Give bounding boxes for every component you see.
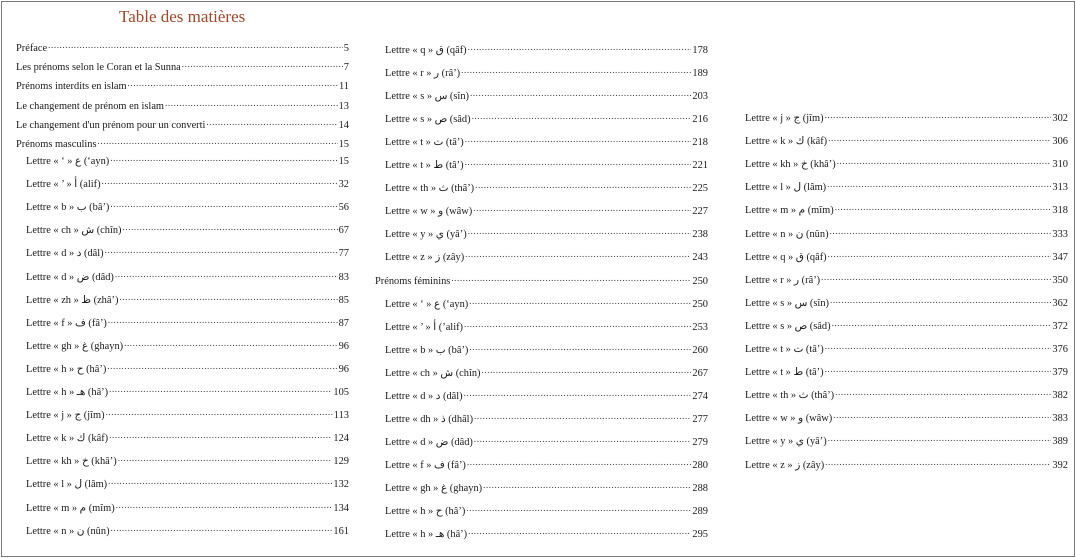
- dot-leader: [832, 319, 1052, 329]
- toc-entry-letter[interactable]: [375, 504, 708, 518]
- toc-entry-section[interactable]: [375, 274, 708, 288]
- toc-entry-page-number: 105: [333, 387, 349, 398]
- dot-leader: [102, 177, 338, 187]
- toc-entry-label: Lettre « j » ج (jîm): [745, 113, 824, 124]
- toc-entry-page-number: 56: [338, 202, 349, 214]
- toc-entry-label: Lettre « r » ر (râ’): [745, 274, 821, 286]
- dot-leader: [825, 365, 1052, 375]
- toc-entry-label: Prénoms féminins: [375, 275, 451, 287]
- toc-entry-page-number: 383: [1052, 413, 1068, 425]
- toc-entry-letter[interactable]: [16, 293, 349, 307]
- toc-entry-letter[interactable]: [375, 389, 708, 403]
- dot-leader: [474, 435, 692, 445]
- toc-entry-letter[interactable]: [16, 408, 349, 422]
- toc-entry-page-number: 267: [692, 367, 708, 379]
- toc-entry-section[interactable]: [16, 137, 349, 151]
- toc-entry-letter[interactable]: [375, 204, 708, 218]
- dot-leader: [461, 66, 691, 76]
- toc-entry-page-number: 238: [692, 229, 708, 241]
- dot-leader: [825, 458, 1051, 468]
- dot-leader: [111, 524, 333, 534]
- toc-entry-page-number: 333: [1052, 228, 1068, 240]
- dot-leader: [464, 389, 692, 399]
- toc-entry-letter[interactable]: [16, 431, 349, 445]
- toc-entry-letter[interactable]: [375, 297, 708, 311]
- toc-entry-letter[interactable]: [375, 158, 708, 172]
- toc-entry-page-number: 318: [1052, 205, 1068, 217]
- toc-entry-letter[interactable]: [16, 223, 349, 237]
- toc-entry-page-number: 289: [692, 506, 708, 517]
- toc-entry-letter[interactable]: [735, 411, 1068, 425]
- toc-entry-label: Lettre « l » ل (lâm): [745, 182, 827, 194]
- toc-entry-label: Lettre « h » ح (hâ’): [26, 363, 107, 375]
- dot-leader: [119, 293, 337, 303]
- toc-entry-label: Préface: [16, 43, 48, 54]
- toc-entry-letter[interactable]: [16, 501, 349, 515]
- toc-entry-page-number: 113: [333, 410, 349, 422]
- toc-entry-label: Lettre « j » ج (jîm): [26, 410, 105, 422]
- dot-leader: [110, 200, 337, 210]
- toc-entry-label: Lettre « th » ث (thâ’): [745, 390, 835, 402]
- dot-leader: [830, 227, 1052, 237]
- toc-entry-label: Lettre « y » ي (yâ’): [745, 436, 827, 448]
- toc-entry-letter[interactable]: [375, 112, 708, 126]
- toc-entry-label: Lettre « b » ب (bâ’): [26, 202, 110, 214]
- dot-leader: [468, 527, 691, 537]
- dot-leader: [451, 274, 691, 284]
- dot-leader: [482, 366, 692, 376]
- dot-leader: [837, 157, 1052, 167]
- dot-leader: [109, 431, 332, 441]
- toc-entry-page-number: 225: [692, 183, 708, 195]
- toc-entry-letter[interactable]: [735, 342, 1068, 356]
- toc-entry-label: Lettre « t » ط (tâ’): [385, 160, 464, 172]
- toc-entry-label: Lettre « zh » ظ (zhâ’): [26, 294, 119, 306]
- toc-entry-letter[interactable]: [375, 366, 708, 380]
- dot-leader: [472, 112, 692, 122]
- toc-entry-label: Lettre « ’ » أ (alif): [26, 179, 101, 191]
- toc-entry-label: Lettre « b » ب (bâ’): [385, 344, 469, 356]
- toc-entry-label: Prénoms interdits en islam: [16, 81, 127, 93]
- dot-leader: [182, 60, 343, 70]
- toc-entry-label: Lettre « y » ي (yâ’): [385, 229, 467, 241]
- dot-leader: [469, 343, 691, 353]
- toc-entry-label: Lettre « d » ض (dâd): [26, 271, 114, 283]
- toc-entry-label: Lettre « m » م (mîm): [26, 502, 115, 514]
- dot-leader: [107, 362, 337, 372]
- toc-entry-page-number: 392: [1052, 459, 1068, 471]
- toc-entry-letter[interactable]: [375, 227, 708, 241]
- toc-entry-letter[interactable]: [375, 181, 708, 195]
- toc-entry-letter[interactable]: [375, 135, 708, 149]
- toc-entry-page-number: 313: [1052, 182, 1068, 194]
- toc-entry-letter[interactable]: [375, 250, 708, 264]
- dot-leader: [821, 273, 1051, 283]
- toc-entry-page-number: 218: [692, 137, 708, 149]
- toc-entry-letter[interactable]: [375, 343, 708, 357]
- dot-leader: [825, 111, 1052, 121]
- dot-leader: [468, 43, 692, 53]
- toc-entry-page-number: 32: [338, 179, 349, 191]
- dot-leader: [473, 204, 691, 214]
- dot-leader: [828, 134, 1051, 144]
- dot-leader: [98, 137, 338, 147]
- toc-entry-page-number: 253: [692, 321, 708, 333]
- toc-entry-letter[interactable]: [735, 365, 1068, 379]
- toc-entry-letter[interactable]: [16, 246, 349, 260]
- toc-entry-page-number: 203: [692, 91, 708, 103]
- dot-leader: [830, 296, 1051, 306]
- toc-entry-page-number: 5: [343, 43, 349, 54]
- toc-entry-label: Lettre « n » ن (nûn): [26, 525, 110, 537]
- toc-entry-letter[interactable]: [16, 477, 349, 491]
- toc-entry-label: Lettre « t » ط (tâ’): [745, 367, 824, 379]
- dot-leader: [828, 250, 1052, 260]
- dot-leader: [110, 154, 337, 164]
- toc-entry-label: Lettre « s » ص (sâd): [385, 114, 471, 126]
- toc-entry-page-number: 189: [692, 68, 708, 80]
- toc-entry-label: Lettre « s » س (sîn): [385, 91, 469, 103]
- toc-entry-page-number: 227: [692, 206, 708, 218]
- dot-leader: [469, 297, 691, 307]
- toc-entry-page-number: 14: [338, 119, 349, 131]
- toc-entry-page-number: 279: [692, 436, 708, 448]
- toc-entry-page-number: 243: [692, 252, 708, 264]
- dot-leader: [474, 412, 691, 422]
- toc-entry-page-number: 67: [338, 225, 349, 237]
- toc-entry-label: Lettre « w » و (wâw): [385, 206, 473, 218]
- dot-leader: [467, 458, 692, 468]
- toc-entry-letter[interactable]: [375, 458, 708, 472]
- toc-entry-page-number: 389: [1052, 436, 1068, 448]
- dot-leader: [475, 181, 691, 191]
- toc-entry-page-number: 83: [338, 271, 349, 283]
- toc-entry-label: Lettre « h » هـ (hâ’): [385, 529, 468, 541]
- toc-entry-page-number: 280: [692, 459, 708, 471]
- toc-entry-label: Lettre « z » ز (zây): [385, 252, 465, 264]
- toc-entry-letter[interactable]: [375, 527, 708, 541]
- toc-entry-label: Lettre « gh » غ (ghayn): [385, 482, 483, 494]
- toc-entry-letter[interactable]: [16, 154, 349, 168]
- document-page: [1, 1, 1075, 557]
- toc-entry-label: Lettre « t » ت (tâ’): [385, 137, 464, 149]
- toc-entry-label: Lettre « kh » خ (khâ’): [26, 456, 117, 468]
- toc-entry-label: Les prénoms selon le Coran et la Sunna: [16, 62, 181, 74]
- toc-entry-section[interactable]: [16, 99, 349, 113]
- dot-leader: [827, 180, 1051, 190]
- dot-leader: [48, 41, 343, 51]
- toc-entry-label: Lettre « q » ق (qâf): [385, 45, 467, 56]
- toc-entry-letter[interactable]: [16, 385, 349, 399]
- toc-entry-label: Lettre « kh » خ (khâ’): [745, 159, 836, 171]
- toc-entry-page-number: 277: [692, 413, 708, 425]
- dot-leader: [835, 203, 1052, 213]
- toc-entry-letter[interactable]: [16, 524, 349, 538]
- toc-entry-letter[interactable]: [16, 339, 349, 353]
- toc-entry-page-number: 96: [338, 340, 349, 352]
- toc-entry-letter[interactable]: [735, 157, 1068, 171]
- toc-entry-page-number: 310: [1052, 159, 1068, 171]
- toc-entry-letter[interactable]: [735, 227, 1068, 241]
- toc-entry-page-number: 129: [333, 456, 349, 468]
- dot-leader: [833, 411, 1051, 421]
- toc-entry-page-number: 382: [1052, 390, 1068, 402]
- toc-entry-label: Lettre « d » ض (dâd): [385, 436, 473, 448]
- toc-entry-page-number: 13: [338, 100, 349, 112]
- toc-entry-label: Lettre « ‘ » ع (‘ayn): [26, 156, 110, 167]
- toc-entry-page-number: 250: [692, 275, 708, 287]
- dot-leader: [835, 388, 1051, 398]
- dot-leader: [123, 223, 338, 233]
- toc-entry-label: Lettre « k » ك (kâf): [26, 433, 109, 445]
- toc-entry-page-number: 376: [1052, 344, 1068, 355]
- toc-entry-letter[interactable]: [375, 43, 708, 57]
- toc-entry-page-number: 161: [333, 525, 349, 537]
- toc-entry-section[interactable]: [16, 118, 349, 132]
- toc-entry-label: Lettre « l » ل (lâm): [26, 479, 108, 491]
- toc-entry-label: Lettre « n » ن (nûn): [745, 228, 829, 240]
- toc-entry-page-number: 372: [1052, 320, 1068, 332]
- toc-entry-label: Lettre « ’ » أ (’alif): [385, 321, 463, 333]
- toc-entry-letter[interactable]: [375, 435, 708, 449]
- toc-entry-letter[interactable]: [735, 250, 1068, 264]
- toc-entry-label: Lettre « m » م (mîm): [745, 205, 834, 217]
- dot-leader: [828, 434, 1052, 444]
- toc-title: Table des matières: [119, 7, 246, 26]
- dot-leader: [108, 477, 332, 487]
- toc-entry-letter[interactable]: [735, 434, 1068, 448]
- toc-entry-label: Lettre « th » ث (thâ’): [385, 183, 475, 195]
- toc-entry-page-number: 274: [692, 390, 708, 402]
- dot-leader: [468, 227, 692, 237]
- dot-leader: [465, 135, 692, 145]
- toc-entry-page-number: 124: [333, 433, 349, 445]
- dot-leader: [465, 250, 691, 260]
- toc-entry-page-number: 132: [333, 479, 349, 491]
- toc-entry-page-number: 134: [333, 502, 349, 514]
- toc-entry-letter[interactable]: [375, 412, 708, 426]
- dot-leader: [206, 118, 337, 128]
- toc-entry-label: Lettre « q » ق (qâf): [745, 251, 827, 263]
- toc-entry-letter[interactable]: [735, 203, 1068, 217]
- dot-leader: [106, 408, 333, 418]
- dot-leader: [470, 89, 691, 99]
- dot-leader: [105, 246, 338, 256]
- toc-entry-label: Lettre « s » ص (sâd): [745, 320, 831, 332]
- dot-leader: [165, 99, 338, 109]
- toc-entry-section[interactable]: [16, 60, 349, 74]
- dot-leader: [115, 270, 338, 280]
- toc-entry-page-number: 11: [338, 81, 349, 93]
- toc-entry-label: Le changement de prénom en islam: [16, 100, 165, 112]
- toc-entry-page-number: 87: [338, 317, 349, 329]
- toc-entry-page-number: 15: [338, 139, 349, 150]
- dot-leader: [128, 79, 338, 89]
- toc-entry-label: Prénoms masculins: [16, 139, 97, 150]
- toc-entry-page-number: 7: [343, 62, 349, 74]
- toc-entry-letter[interactable]: [16, 316, 349, 330]
- toc-entry-label: Lettre « k » ك (kâf): [745, 136, 828, 148]
- toc-entry-label: Lettre « dh » ذ (dhâl): [385, 413, 474, 425]
- toc-entry-letter[interactable]: [16, 454, 349, 468]
- dot-leader: [118, 454, 333, 464]
- toc-entry-label: Lettre « h » ح (hâ’): [385, 506, 466, 517]
- toc-entry-letter[interactable]: [735, 458, 1068, 472]
- toc-entry-section[interactable]: [16, 41, 349, 55]
- toc-entry-page-number: 302: [1052, 113, 1068, 124]
- toc-entry-letter[interactable]: [375, 66, 708, 80]
- toc-entry-label: Lettre « ch » ش (chîn): [385, 367, 481, 379]
- dot-leader: [108, 316, 338, 326]
- dot-leader: [465, 158, 692, 168]
- toc-entry-page-number: 260: [692, 344, 708, 356]
- toc-entry-page-number: 350: [1052, 274, 1068, 286]
- toc-entry-page-number: 221: [692, 160, 708, 172]
- dot-leader: [483, 481, 691, 491]
- toc-entry-page-number: 288: [692, 482, 708, 494]
- toc-entry-label: Lettre « ‘ » ع (‘ayn): [385, 298, 469, 310]
- toc-entry-label: Lettre « d » د (dâl): [26, 248, 104, 260]
- toc-entry-page-number: 295: [692, 529, 708, 541]
- toc-entry-letter[interactable]: [16, 362, 349, 376]
- dot-leader: [124, 339, 338, 349]
- toc-entry-label: Lettre « s » س (sîn): [745, 297, 829, 309]
- toc-entry-label: Lettre « t » ت (tâ’): [745, 344, 824, 355]
- toc-entry-label: Lettre « w » و (wâw): [745, 413, 833, 425]
- toc-entry-letter[interactable]: [735, 180, 1068, 194]
- dot-leader: [825, 342, 1052, 352]
- toc-entry-letter[interactable]: [735, 134, 1068, 148]
- toc-entry-page-number: 15: [338, 156, 349, 167]
- toc-entry-page-number: 96: [338, 363, 349, 375]
- toc-entry-letter[interactable]: [16, 200, 349, 214]
- toc-entry-label: Lettre « gh » غ (ghayn): [26, 340, 124, 352]
- dot-leader: [466, 504, 691, 514]
- toc-entry-letter[interactable]: [735, 296, 1068, 310]
- toc-entry-page-number: 178: [692, 45, 708, 56]
- toc-entry-section[interactable]: [16, 79, 349, 93]
- toc-entry-letter[interactable]: [735, 111, 1068, 125]
- dot-leader: [464, 320, 691, 330]
- toc-entry-page-number: 85: [338, 294, 349, 306]
- toc-entry-letter[interactable]: [735, 319, 1068, 333]
- toc-entry-letter[interactable]: [735, 388, 1068, 402]
- toc-entry-page-number: 77: [338, 248, 349, 260]
- toc-entry-page-number: 216: [692, 114, 708, 126]
- toc-entry-page-number: 306: [1052, 136, 1068, 148]
- dot-leader: [116, 501, 333, 511]
- toc-entry-letter[interactable]: [375, 320, 708, 334]
- toc-entry-letter[interactable]: [16, 270, 349, 284]
- toc-entry-page-number: 250: [692, 298, 708, 310]
- toc-entry-label: Lettre « z » ز (zây): [745, 459, 825, 471]
- toc-entry-page-number: 379: [1052, 367, 1068, 379]
- toc-entry-letter[interactable]: [16, 177, 349, 191]
- dot-leader: [109, 385, 332, 395]
- toc-entry-label: Lettre « d » د (dâl): [385, 390, 463, 402]
- toc-entry-label: Lettre « ch » ش (chîn): [26, 225, 122, 237]
- toc-entry-label: Lettre « f » ف (fâ’): [26, 317, 107, 329]
- toc-entry-label: Lettre « f » ف (fâ’): [385, 459, 466, 471]
- toc-entry-letter[interactable]: [375, 89, 708, 103]
- toc-entry-letter[interactable]: [735, 273, 1068, 287]
- toc-entry-page-number: 362: [1052, 297, 1068, 309]
- toc-entry-page-number: 347: [1052, 251, 1068, 263]
- toc-entry-label: Le changement d'un prénom pour un converti: [16, 119, 206, 131]
- toc-entry-letter[interactable]: [375, 481, 708, 495]
- toc-entry-label: Lettre « h » هـ (hâ’): [26, 387, 109, 398]
- toc-entry-label: Lettre « r » ر (râ’): [385, 68, 461, 80]
